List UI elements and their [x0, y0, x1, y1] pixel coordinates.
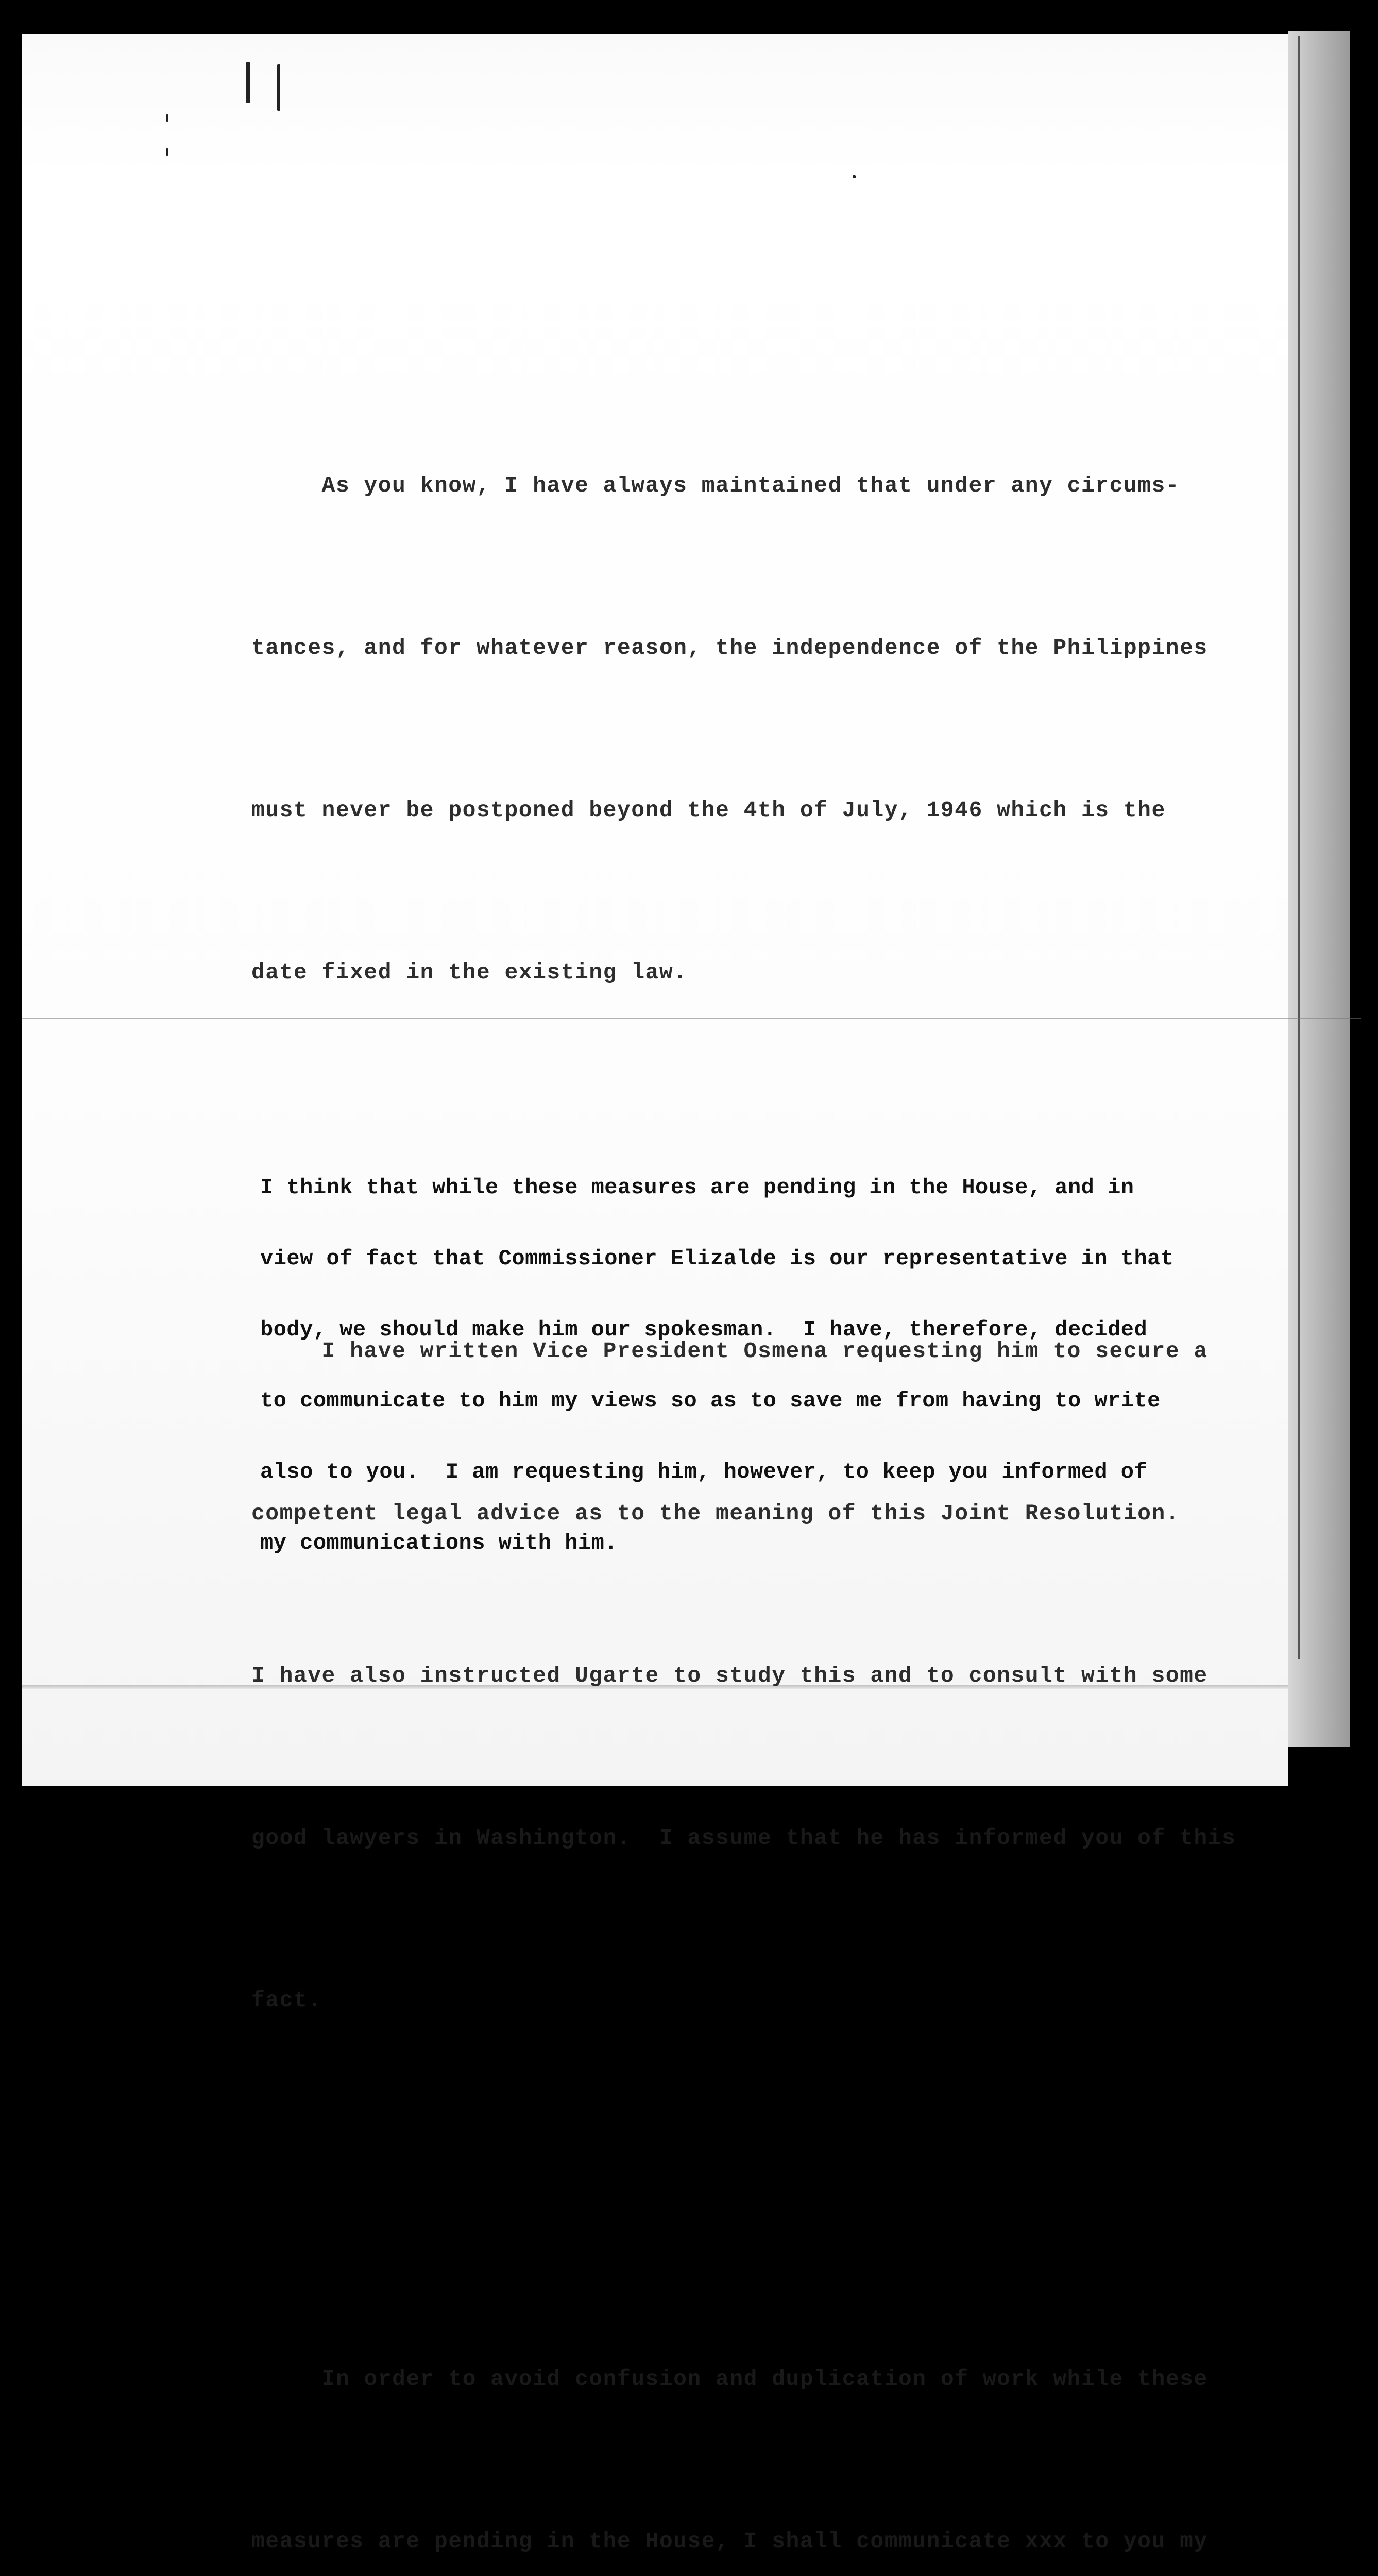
- text-line: In order to avoid confusion and duplication of work while these: [251, 2366, 1208, 2392]
- text-line: view of fact that Commissioner Elizalde is our representative in that: [260, 1246, 1174, 1271]
- dust-speck: [853, 175, 856, 178]
- text-line: I have also instructed Ugarte to study this and to consult with some: [251, 1663, 1208, 1688]
- dust-speck: [166, 114, 168, 122]
- insert-paragraph: [260, 1128, 1198, 1602]
- paragraph: [251, 2244, 1230, 2576]
- text-line: As you know, I have always maintained that under any circums-: [251, 473, 1180, 498]
- sheet-edge-line: [1298, 36, 1300, 1659]
- text-line: must never be postponed beyond the 4th of July, 1946 which is the: [251, 798, 1166, 823]
- underlying-sheet-edge: [1288, 31, 1350, 1747]
- text-line: I have written Vice President Osmena requesting him to secure a: [251, 1338, 1208, 1364]
- text-line: date fixed in the existing law.: [251, 960, 688, 985]
- paragraph: [251, 350, 1230, 1108]
- dust-speck: [166, 148, 168, 156]
- text-line: I think that while these measures are pending in the House, and in: [260, 1175, 1134, 1200]
- text-line: measures are pending in the House, I shall communicate xxx to you my: [251, 2529, 1208, 2554]
- text-line: also to you. I am requesting him, however, to keep you informed of: [260, 1460, 1148, 1484]
- staple-mark: [277, 64, 280, 111]
- text-line: body, we should make him our spokesman. I have, therefore, decided: [260, 1317, 1148, 1342]
- text-line: good lawyers in Washington. I assume that he has informed you of this: [251, 1825, 1236, 1851]
- staple-mark: [246, 62, 250, 103]
- text-line: tances, and for whatever reason, the independence of the Philippines: [251, 635, 1208, 660]
- text-line: to communicate to him my views so as to save me from having to write: [260, 1388, 1161, 1413]
- text-line: fact.: [251, 1988, 322, 2013]
- text-line: competent legal advice as to the meaning of this Joint Resolution.: [251, 1501, 1180, 1526]
- text-line: my communications with him.: [260, 1531, 618, 1555]
